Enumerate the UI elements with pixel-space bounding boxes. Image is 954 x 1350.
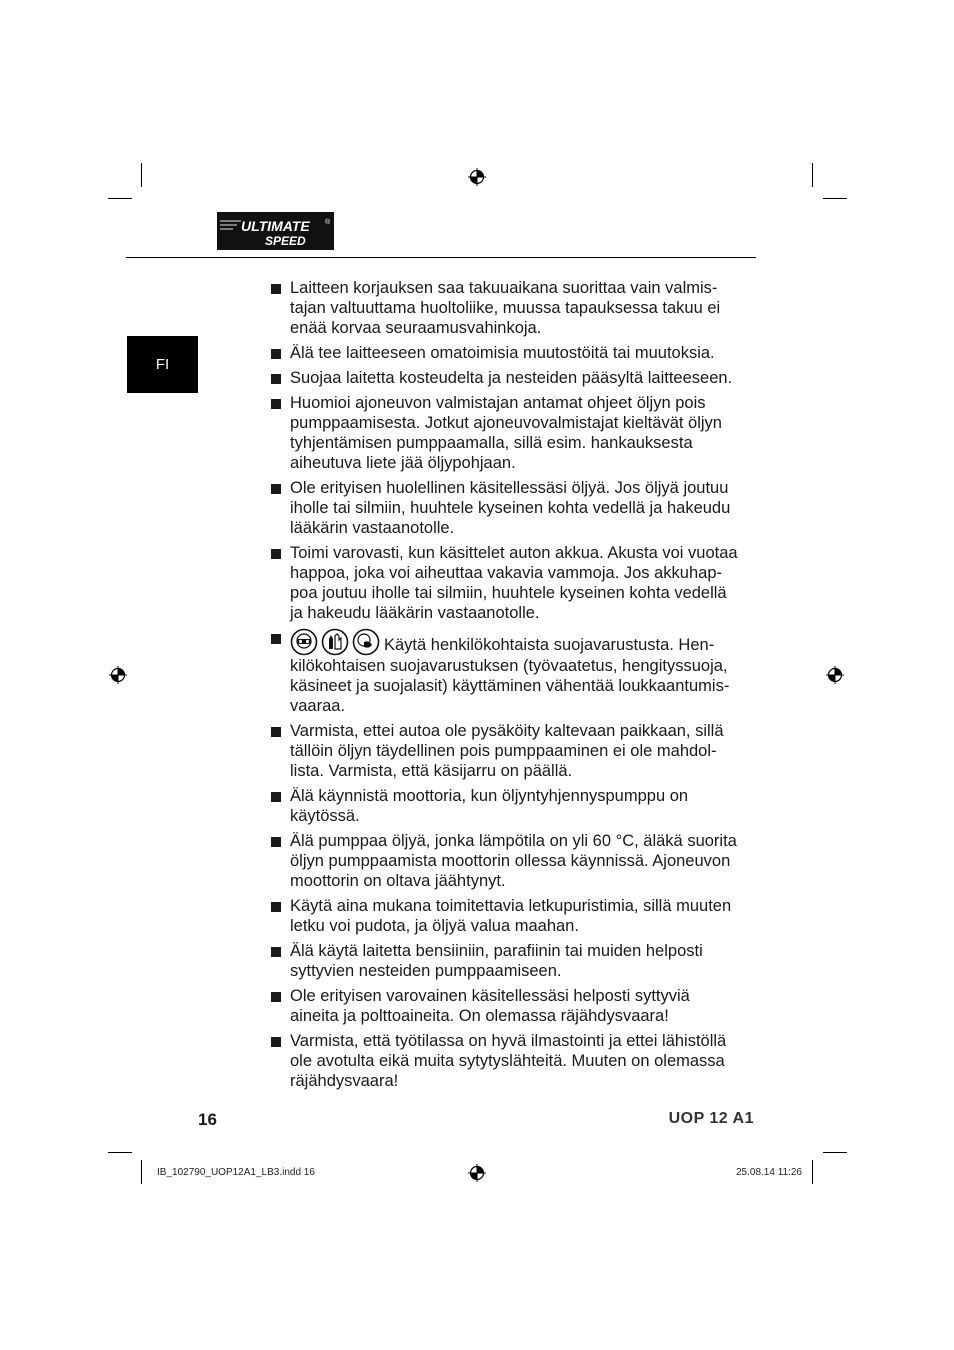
bullet-square-icon xyxy=(271,727,281,737)
list-item-text: Ole erityisen varovainen käsitellessäsi helposti syttyviä aineita ja polttoaineita. On olemassa räjähdysvaara! xyxy=(290,987,690,1025)
crop-mark xyxy=(141,1160,142,1184)
bullet-square-icon xyxy=(271,349,281,359)
logo-text-top: ULTIMATE xyxy=(241,218,310,234)
registration-mark-icon xyxy=(109,666,127,684)
bullet-square-icon xyxy=(271,374,281,384)
list-item-text: Suojaa laitetta kosteudelta ja nesteiden pääsyltä laitteeseen. xyxy=(290,369,733,387)
registration-mark-icon xyxy=(468,168,486,186)
header-rule xyxy=(126,257,756,258)
list-item-text: Käytä aina mukana toimitettavia letkupuristimia, sillä muuten letku voi pudota, ja öljyä valua maahan. xyxy=(290,897,732,935)
list-item-text: Toimi varovasti, kun käsittelet auton akkua. Akusta voi vuotaa happoa, joka voi aiheuttaa vakavia vammoja. Jos akkuhap-poa joutuu iholle tai silmiin, huuhtele kyseinen kohta vedellä ja hakeudu lääkärin vastaanotolle. xyxy=(290,544,738,622)
list-item-text: Älä tee laitteeseen omatoimisia muutostöitä tai muutoksia. xyxy=(290,344,715,362)
list-item xyxy=(270,1031,740,1091)
print-file-info: IB_102790_UOP12A1_LB3.indd 16 xyxy=(157,1167,315,1178)
logo-text-bottom: SPEED xyxy=(265,234,306,248)
bullet-square-icon xyxy=(271,1037,281,1047)
model-number: UOP 12 A1 xyxy=(668,1110,754,1127)
language-tab: FI xyxy=(127,336,198,393)
list-item-text: Varmista, että työtilassa on hyvä ilmastointi ja ettei lähistöllä ole avotulta eikä muita sytytyslähteitä. Muuten on olemassa räjähdysvaara! xyxy=(290,1032,727,1090)
bullet-square-icon xyxy=(271,792,281,802)
list-item-text: Älä pumppaa öljyä, jonka lämpötila on yli 60 °C, äläkä suorita öljyn pumppaamista moottorin ollessa käynnissä. Ajoneuvon moottorin on oltava jäähtynyt. xyxy=(290,832,737,890)
list-item xyxy=(270,278,740,338)
list-item-text: Ole erityisen huolellinen käsitellessäsi öljyä. Jos öljyä joutuu iholle tai silmiin, huuhtele kyseinen kohta vedellä ja hakeudu lääkärin vastaanotolle. xyxy=(290,479,731,537)
safety-goggles-icon xyxy=(290,628,318,656)
respirator-mask-icon xyxy=(352,628,380,656)
bullet-square-icon xyxy=(271,399,281,409)
bullet-square-icon xyxy=(271,837,281,847)
list-item xyxy=(270,831,740,891)
bullet-square-icon xyxy=(271,284,281,294)
crop-mark xyxy=(108,1152,132,1153)
list-item-text: Käytä henkilökohtaista suojavarustusta. Hen-kilökohtaisen suojavarustuksen (työvaatetus, hengityssuoja, käsineet ja suojalasit) käyttäminen vähentää loukkaantumis-vaaraa. xyxy=(290,636,730,715)
list-item xyxy=(270,478,740,538)
ppe-icons xyxy=(290,628,380,656)
list-item xyxy=(270,786,740,826)
bullet-square-icon xyxy=(271,902,281,912)
list-item-text: Varmista, ettei autoa ole pysäköity kaltevaan paikkaan, sillä tällöin öljyn täydellinen pois pumppaaminen ei ole mahdol-lista. Varmista, että käsijarru on päällä. xyxy=(290,722,724,780)
list-item xyxy=(270,721,740,781)
ultimate-speed-logo xyxy=(217,212,334,250)
list-item xyxy=(270,896,740,936)
bullet-square-icon xyxy=(271,549,281,559)
list-item-text: Älä käytä laitetta bensiiniin, parafiinin tai muiden helposti syttyvien nesteiden pumppaamiseen. xyxy=(290,942,703,980)
registration-mark-icon xyxy=(468,1164,486,1182)
protective-gloves-icon xyxy=(321,628,349,656)
registration-mark-icon xyxy=(826,666,844,684)
list-item-text: Laitteen korjauksen saa takuuaikana suorittaa vain valmis-tajan valtuuttama huoltoliike, muussa tapauksessa takuu ei enää korvaa seuraamusvahinkoja. xyxy=(290,279,721,337)
crop-mark xyxy=(108,198,132,199)
bullet-square-icon xyxy=(271,947,281,957)
bullet-square-icon xyxy=(271,634,281,644)
crop-mark xyxy=(141,163,142,187)
list-item xyxy=(270,343,740,363)
list-item xyxy=(270,941,740,981)
list-item xyxy=(270,368,740,388)
list-item-text: Älä käynnistä moottoria, kun öljyntyhjennyspumppu on käytössä. xyxy=(290,787,689,825)
logo-registered-mark: ® xyxy=(325,219,331,226)
crop-mark xyxy=(823,1152,847,1153)
bullet-square-icon xyxy=(271,484,281,494)
bullet-square-icon xyxy=(271,992,281,1002)
crop-mark xyxy=(812,163,813,187)
list-item-text: Huomioi ajoneuvon valmistajan antamat ohjeet öljyn pois pumppaamisesta. Jotkut ajoneuvovalmistajat kieltävät öljyn tyhjentämisen pumppaamalla, sillä esim. hankauksesta aiheutuva liete jää öljypohjaan. xyxy=(290,394,722,472)
list-item xyxy=(270,393,740,473)
print-date-info: 25.08.14 11:26 xyxy=(736,1167,802,1178)
list-item xyxy=(270,543,740,623)
safety-instructions-list xyxy=(270,278,740,1096)
list-item xyxy=(270,986,740,1026)
crop-mark xyxy=(812,1160,813,1184)
page-number: 16 xyxy=(198,1110,217,1129)
crop-mark xyxy=(823,198,847,199)
list-item xyxy=(270,628,740,716)
